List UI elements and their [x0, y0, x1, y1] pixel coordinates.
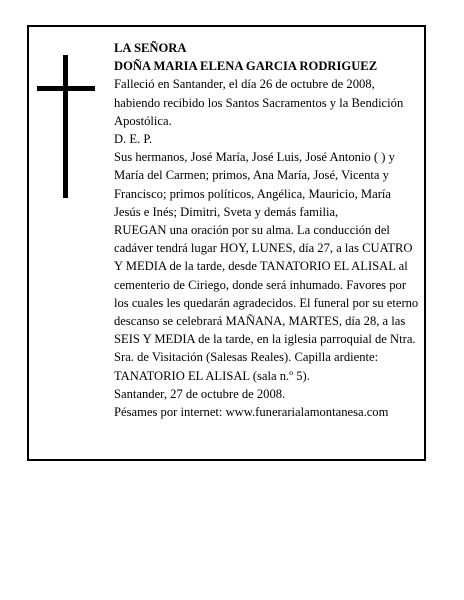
- death-announcement: Falleció en Santander, el día 26 de octubre de 2008, habiendo recibido los Santos Sacramentos y la Bendición Apostólica.: [114, 77, 404, 128]
- cross-vertical-bar: [63, 55, 68, 198]
- service-details: RUEGAN una oración por su alma. La conducción del cadáver tendrá lugar HOY, LUNES, día 27, a las CUATRO Y MEDIA de la tarde, desde TANATORIO EL ALISAL al cementerio de Ciriego, donde será inhumado. Favores por los cuales les quedarán agradecidos. El funeral por su eterno descanso se celebrará MAÑANA, MARTES, día 28, a las SEIS Y MEDIA de la tarde, en la iglesia parroquial de Ntra. Sra. de Visitación (Salesas Reales). Capilla ardiente: TANATORIO EL ALISAL (sala n.º 5).: [114, 223, 419, 383]
- cross-horizontal-bar: [37, 86, 95, 91]
- deceased-name: DOÑA MARIA ELENA GARCIA RODRIGUEZ: [114, 59, 378, 74]
- obituary-text: [114, 39, 420, 421]
- place-date: Santander, 27 de octubre de 2008.: [114, 386, 286, 401]
- family-list: Sus hermanos, José María, José Luis, José Antonio ( ) y María del Carmen; primos, Ana María, José, Vicenta y Francisco; primos políticos, Angélica, Mauricio, María Jesús e Inés; Dimitri, Sveta y demás familia,: [114, 150, 395, 219]
- dep-line: D. E. P.: [114, 132, 153, 147]
- condolences-line: Pésames por internet: www.funerarialamontanesa.com: [114, 405, 389, 420]
- notice-heading: LA SEÑORA: [114, 41, 187, 55]
